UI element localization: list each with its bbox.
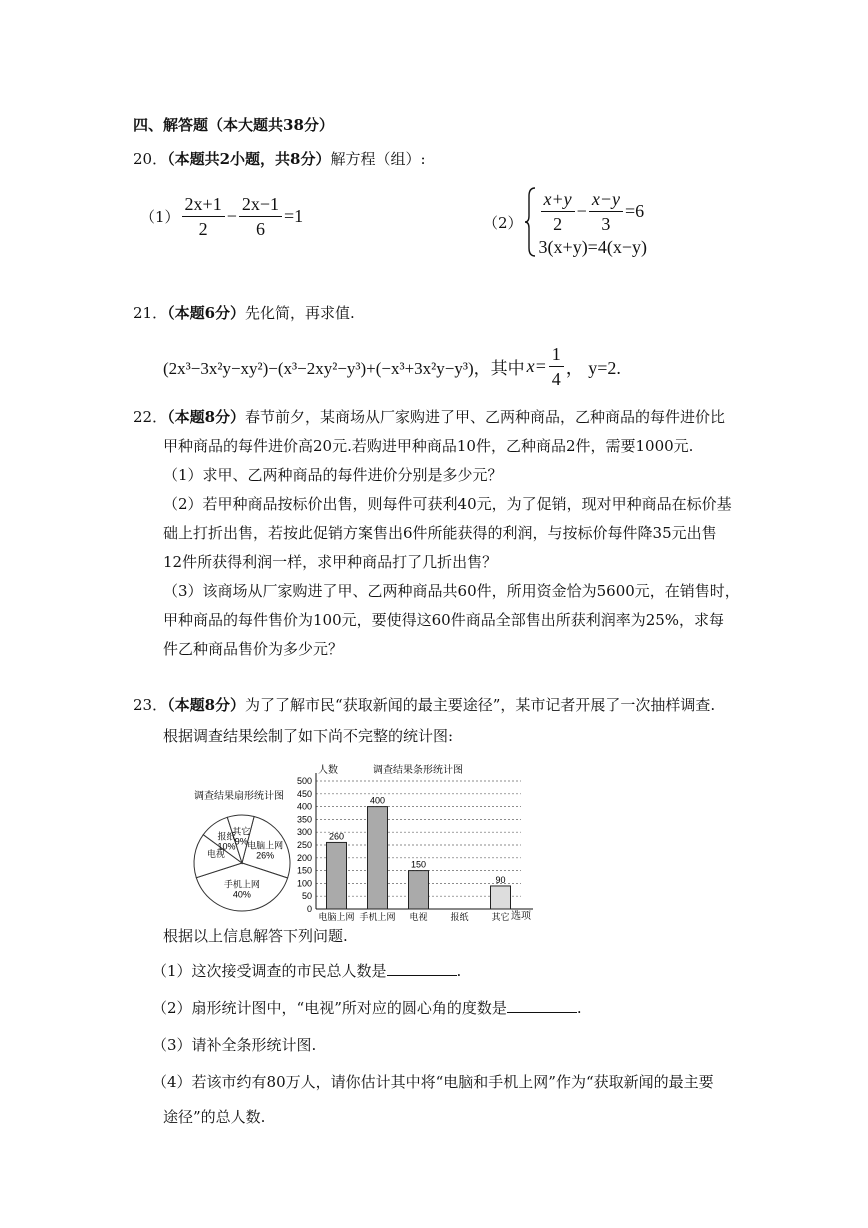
- pie-slice-label: 电脑上网: [247, 840, 284, 851]
- pie-slice-percent: 9%: [234, 836, 248, 847]
- fraction: $\frac{x-y}{3}$: [589, 187, 623, 236]
- pie-slice-label: 手机上网: [223, 879, 260, 890]
- q21-number: 21．: [133, 304, 168, 322]
- section-title: 四、解答题（本大题共38分）: [133, 116, 334, 134]
- q20-p1-equation: $\frac{2x+1}{2}$ − $\frac{2x-1}{6}$ =1: [180, 192, 304, 241]
- q22-line9: 件乙种商品售价为多少元？: [163, 640, 344, 658]
- bar-value-label: 150: [410, 859, 427, 870]
- q23-line1: 23．（本题8分）为了了解市民“获取新闻的最主要途径”，某市记者开展了一次抽样调查.: [133, 696, 716, 714]
- x-tick-label: 电视: [409, 912, 428, 922]
- q20-text: 解方程（组）:: [330, 150, 426, 168]
- q22-line4: （2）若甲种商品按标价出售，则每件可获利40元，为了促销，现对甲种商品在标价基: [163, 495, 732, 513]
- y-tick-label: 500: [296, 776, 312, 786]
- q20-tag: （本题共2小题，共8分）: [167, 150, 331, 168]
- pie-slice-percent: 10%: [217, 841, 236, 852]
- bar-value-label: 400: [369, 795, 386, 806]
- y-tick-label: 300: [296, 827, 312, 838]
- fraction: $\frac{x+y}{2}$: [541, 187, 575, 236]
- pie-slice-percent: 26%: [256, 850, 275, 861]
- y-tick-label: 150: [296, 865, 312, 876]
- q20-part1: [140, 192, 303, 241]
- bar-value-label: 260: [328, 831, 345, 842]
- fraction: $\frac{2x-1}{6}$: [239, 192, 282, 241]
- y-tick-label: 50: [301, 891, 312, 902]
- pie-slice-label: 其它: [232, 826, 251, 837]
- pie-title: 调查结果扇形统计图: [194, 791, 284, 802]
- pie-slice-percent: 40%: [232, 889, 251, 900]
- fraction: $\frac{1}{4}$: [549, 342, 564, 391]
- q22-line6: 12件所获得利润一样，求甲种商品打了几折出售？: [163, 553, 498, 571]
- bar: [368, 807, 388, 909]
- q22-line1: 22．（本题8分）春节前夕，某商场从厂家购进了甲、乙两种商品，乙种商品的每件进价比: [133, 408, 726, 426]
- y-tick-label: 200: [296, 852, 312, 863]
- q20-p2-label: （2）: [483, 213, 523, 232]
- q23-after-chart: 根据以上信息解答下列问题.: [163, 927, 348, 945]
- x-tick-label: 其它: [491, 912, 510, 922]
- y-tick-label: 0: [306, 904, 312, 914]
- q20-p2-system: $\frac{x+y}{2}$ − $\frac{x-y}{3}$ =6 3(x+y)=4(x−y): [538, 188, 647, 257]
- y-tick-label: 250: [296, 840, 312, 850]
- q22-line8: 甲种商品的每件售价为100元，要使得这60件商品全部售出所获利润率为25%，求每: [163, 611, 725, 629]
- bar: [409, 871, 429, 909]
- q22-line2: 甲种商品的每件进价高20元.若购进甲种商品10件，乙种商品2件，需要1000元.: [163, 437, 694, 455]
- q22-line3: （1）求甲、乙两种商品的每件进价分别是多少元？: [163, 466, 503, 484]
- pie-slice-label: 电视: [206, 848, 225, 859]
- q21-header: [133, 302, 355, 323]
- x-tick-label: 电脑上网: [318, 912, 355, 922]
- y-tick-label: 450: [296, 788, 312, 799]
- bar-title: 调查结果条形统计图: [373, 765, 463, 776]
- bar-ylabel: 人数: [318, 765, 338, 776]
- q22-line7: （3）该商场从厂家购进了甲、乙两种商品共60件，所用资金恰为5600元，在销售时，: [163, 582, 740, 600]
- brace-icon: [523, 186, 537, 258]
- q21-expression: (2x³−3x²y−xy²)−(x³−2xy²−y³)+(−x³+3x²y−y³)，其中 x= $\frac{1}{4}$ ， y=2.: [163, 344, 621, 389]
- x-tick-label: 手机上网: [359, 912, 396, 922]
- q21-tag: （本题6分）: [167, 304, 246, 322]
- y-tick-label: 100: [296, 878, 312, 889]
- q23-sub3: （3）请补全条形统计图.: [152, 1036, 317, 1054]
- q20-p1-label: （1）: [140, 208, 180, 226]
- q23-sub4b: 途径”的总人数.: [163, 1108, 266, 1126]
- answer-blank[interactable]: [387, 961, 457, 976]
- q22-line5: 础上打折出售，若按此促销方案售出6件所能获得的利润，与按标价每件降35元出售: [163, 524, 717, 542]
- answer-blank[interactable]: [507, 998, 577, 1013]
- pie-slice-label: 报纸: [217, 831, 236, 842]
- bar-xlabel: 选项: [511, 911, 531, 922]
- q23-sub2: （2）扇形统计图中，“电视”所对应的圆心角的度数是 .: [152, 999, 582, 1017]
- q20-header: [133, 148, 426, 169]
- q20-p2-eq2: 3(x+y)=4(x−y): [538, 236, 647, 257]
- bar-chart: [283, 757, 538, 927]
- y-tick-label: 350: [296, 814, 312, 825]
- x-tick-label: 报纸: [450, 912, 469, 922]
- q20-part2: [483, 186, 647, 258]
- bar: [327, 842, 347, 909]
- bar: [491, 886, 511, 909]
- q23-sub1: （1）这次接受调查的市民总人数是 .: [152, 962, 462, 980]
- q20-number: 20．: [133, 150, 168, 168]
- q23-line2: 根据调查结果绘制了如下尚不完整的统计图:: [163, 727, 454, 745]
- bar-value-label: 90: [495, 874, 506, 885]
- q23-sub4a: （4）若该市约有80万人，请你估计其中将“电脑和手机上网”作为“获取新闻的最主要: [152, 1073, 714, 1091]
- y-tick-label: 400: [296, 801, 312, 812]
- fraction: $\frac{2x+1}{2}$: [182, 192, 225, 241]
- q21-text: 先化简，再求值.: [245, 304, 355, 322]
